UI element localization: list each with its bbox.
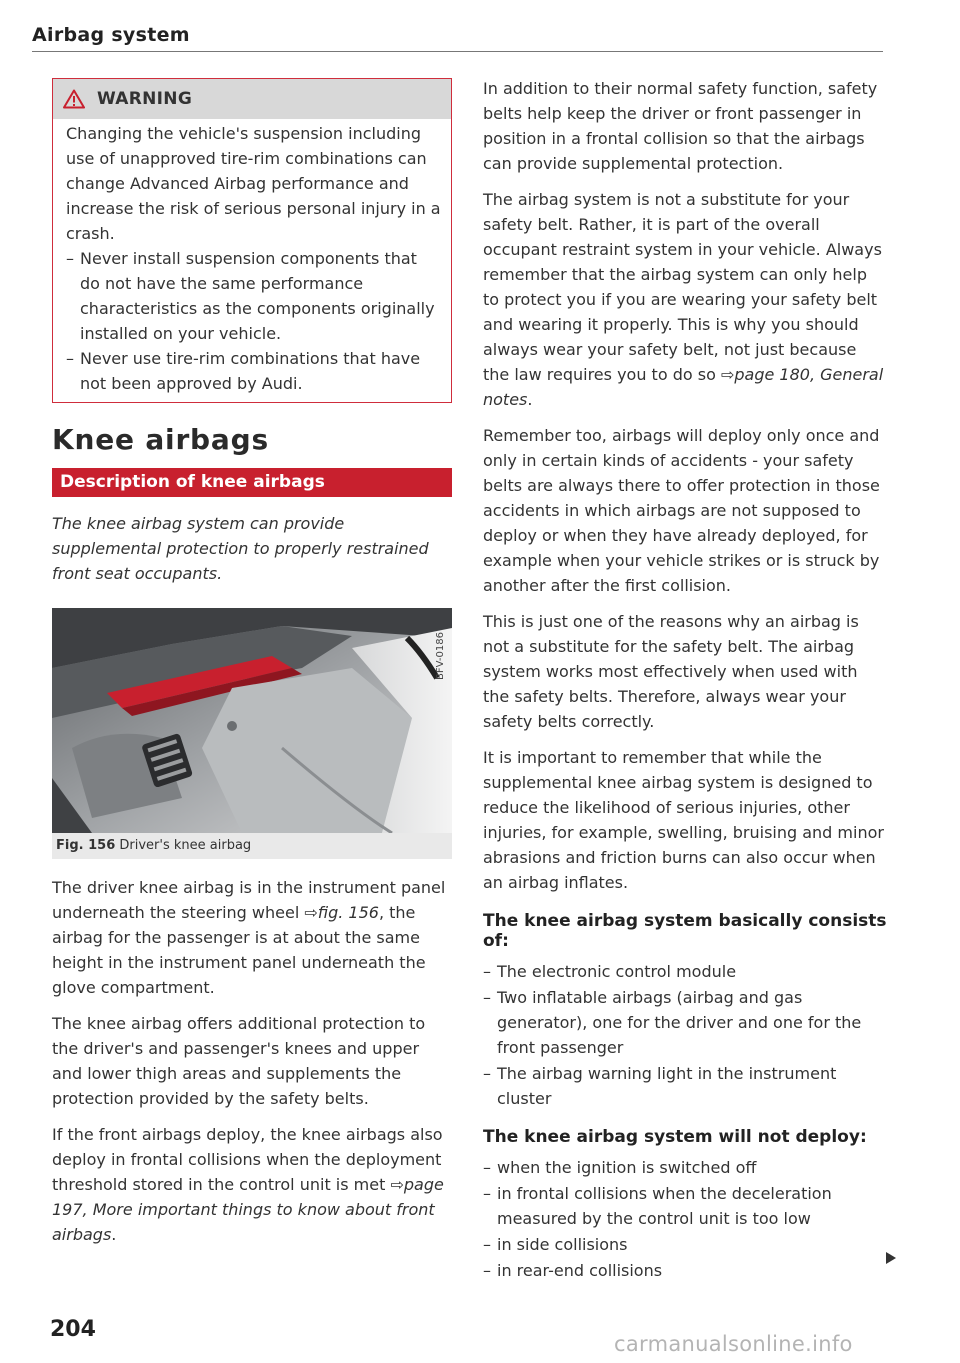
warning-header xyxy=(53,79,451,119)
running-header: Airbag system xyxy=(32,24,190,46)
consists-heading: The knee airbag system basically consists of: xyxy=(483,911,887,951)
header-rule xyxy=(32,51,883,52)
knee-airbag-illustration xyxy=(52,608,452,833)
list-item: – Two inflatable airbags (airbag and gas generator), one for the driver and one for the front passenger xyxy=(483,985,887,1060)
paragraph-text: If the front airbags deploy, the knee airbags also deploy in frontal collisions when the deployment threshold stored in the control unit is met ⇨ xyxy=(52,1125,443,1194)
paragraph: This is just one of the reasons why an airbag is not a substitute for the safety belt. The airbag system works most effectively when used with the safety belts. Therefore, always wear your safety belts correctly. xyxy=(483,612,859,731)
paragraph xyxy=(52,1122,452,1247)
list-item: – The electronic control module xyxy=(483,959,887,984)
paragraph: In addition to their normal safety function, safety belts help keep the driver or front passenger in position in a frontal collision so that the airbags can provide supplemental protection. xyxy=(483,79,878,173)
list-item: – in rear-end collisions xyxy=(483,1258,887,1283)
figure-caption-text: Driver's knee airbag xyxy=(119,838,252,853)
list-item: – in frontal collisions when the deceleration measured by the control unit is too low xyxy=(483,1181,887,1231)
right-column xyxy=(483,76,887,1284)
paragraph xyxy=(52,875,452,1000)
figure-caption xyxy=(52,833,452,859)
list-item: – The airbag warning light in the instrument cluster xyxy=(483,1061,887,1111)
warning-box xyxy=(52,78,452,403)
figure-knee-airbag xyxy=(52,608,452,833)
warning-title: WARNING xyxy=(97,89,193,109)
list-item: – in side collisions xyxy=(483,1232,887,1257)
paragraph xyxy=(483,187,887,412)
left-column xyxy=(52,78,452,1258)
warning-item: – Never use tire-rim combinations that have not been approved by Audi. xyxy=(66,346,441,396)
paragraph-text: The airbag system is not a substitute for your safety belt. Rather, it is part of the overall occupant restraint system in your vehicle. Always remember that the airbag system can only help to protect you if you are wearing your safety belt and wearing it properly. This is why you should always wear your safety belt, not just because the law requires you to do so ⇨ xyxy=(483,190,882,384)
warning-triangle-icon xyxy=(63,89,85,109)
list-item: – when the ignition is switched off xyxy=(483,1155,887,1180)
subsection-title: Description of knee airbags xyxy=(52,468,452,497)
figure-code: BFV-0186 xyxy=(435,632,446,680)
not-deploy-heading: The knee airbag system will not deploy: xyxy=(483,1127,867,1147)
section-intro: The knee airbag system can provide supplemental protection to properly restrained front seat occupants. xyxy=(52,514,429,583)
warning-body xyxy=(53,119,451,402)
paragraph-text: The driver knee airbag is in the instrument panel underneath the steering wheel ⇨ xyxy=(52,878,446,922)
paragraph: Remember too, airbags will deploy only once and only in certain kinds of accidents - your safety belts are always there to offer protection in those accidents in which airbags are not supposed to deploy or when they have already deployed, for example when your vehicle strikes or is struck by another after the first collision. xyxy=(483,426,880,595)
watermark: carmanualsonline.info xyxy=(614,1332,853,1356)
cross-reference-link[interactable]: fig. 156 xyxy=(317,903,379,922)
section-title: Knee airbags xyxy=(52,423,269,456)
figure-number: Fig. 156 xyxy=(56,838,116,853)
warning-item: – Never install suspension components that do not have the same performance characteristics as the components originally installed on your vehicle. xyxy=(66,246,441,346)
paragraph-text: . xyxy=(111,1225,117,1244)
paragraph-text: , the airbag for the passenger is at about the same height in the instrument panel underneath the glove compartment. xyxy=(52,903,426,997)
page-number: 204 xyxy=(50,1317,96,1342)
warning-text: Changing the vehicle's suspension including use of unapproved tire-rim combinations can change Advanced Airbag performance and increase the risk of serious personal injury in a crash. xyxy=(66,124,441,243)
paragraph: It is important to remember that while the supplemental knee airbag system is designed to reduce the likelihood of serious injuries, other injuries, for example, swelling, bruising and minor abrasions and friction burns can also occur when an airbag inflates. xyxy=(483,748,884,892)
cross-reference-link[interactable]: page 180, General notes xyxy=(483,365,884,409)
continue-arrow-icon xyxy=(886,1252,896,1264)
paragraph: The knee airbag offers additional protection to the driver's and passenger's knees and upper and lower thigh areas and supplements the protection provided by the safety belts. xyxy=(52,1014,426,1108)
paragraph-text: . xyxy=(527,390,533,409)
cross-reference-link[interactable]: page 197, More important things to know about front airbags xyxy=(52,1175,444,1244)
